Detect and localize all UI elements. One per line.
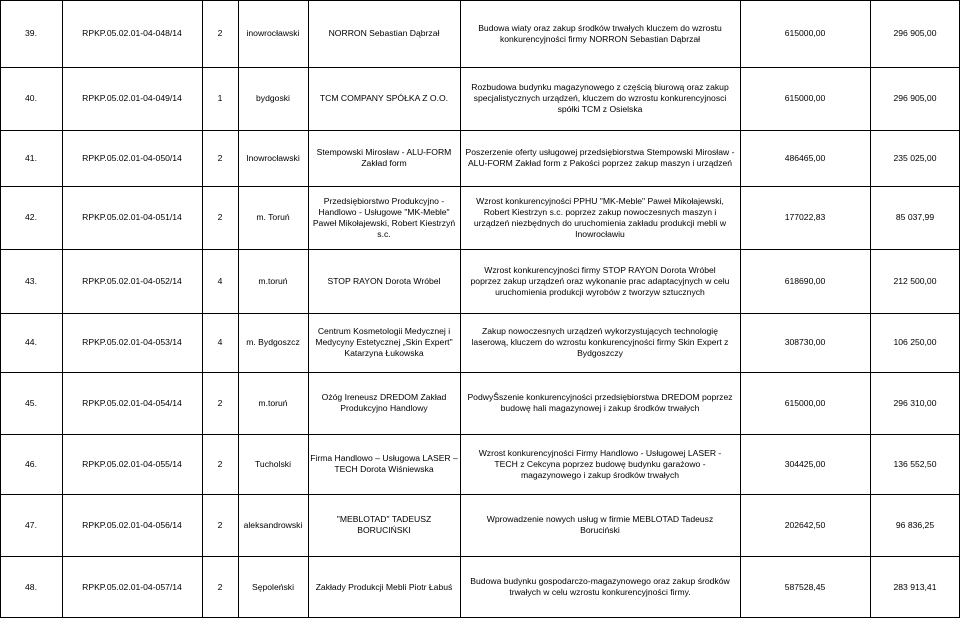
table-row: [0, 494, 960, 556]
row-funding: 296 310,00: [893, 397, 937, 408]
row-funding: 296 905,00: [893, 93, 937, 103]
row-points: 2: [217, 28, 223, 38]
row-county: Sępoleński: [251, 581, 295, 592]
row-lp: 45.: [25, 397, 37, 408]
row-lp: 40.: [25, 93, 37, 103]
row-county: Tucholski: [255, 458, 291, 469]
row-funding: 136 552,50: [893, 458, 937, 469]
row-project-title: Budowa budynku gospodarczo-magazynowego oraz zakup środków trwałych w celu wzrostu konkurencyjności firmy.: [470, 576, 730, 597]
table-row: [0, 0, 960, 67]
row-county: Inowrocławski: [246, 152, 300, 163]
row-funding: 96 836,25: [895, 519, 935, 530]
row-project-title: Wzrost konkurencyjności firmy STOP RAYON Dorota Wróbel poprzez zakup urządzeń oraz wykonanie prac adaptacyjnych w celu uruchomienia produkcji wyrobów z tworzyw sztucznych: [470, 264, 730, 297]
row-project-number: RPKP.05.02.01-04-051/14: [82, 212, 182, 222]
row-county: m. Toruń: [256, 212, 290, 222]
row-points: 2: [217, 581, 223, 592]
row-beneficiary: Centrum Kosmetologii Medycznej i Medycyny Estetycznej „Skin Expert" Katarzyna Łukowska: [315, 326, 453, 358]
row-county: inowrocławski: [246, 28, 300, 38]
row-project-number: RPKP.05.02.01-04-057/14: [82, 581, 182, 592]
row-points: 2: [217, 397, 223, 408]
row-lp: 48.: [25, 581, 37, 592]
row-county: m.toruń: [258, 275, 288, 286]
row-points: 4: [217, 275, 223, 286]
row-project-number: RPKP.05.02.01-04-053/14: [82, 337, 182, 347]
row-lp: 39.: [25, 28, 37, 38]
row-beneficiary: Firma Handlowo – Usługowa LASER – TECH Dorota Wiśniewska: [310, 453, 458, 474]
row-project-number: RPKP.05.02.01-04-050/14: [82, 152, 182, 163]
row-total-cost: 177022,83: [784, 212, 826, 222]
row-project-number: RPKP.05.02.01-04-056/14: [82, 519, 182, 530]
row-lp: 44.: [25, 337, 37, 347]
row-project-title: Wzrost konkurencyjności PPHU "MK-Meble" Paweł Mikołajewski, Robert Kiestrzyn s.c. poprzez zakup nowoczesnych maszyn i urządzeń niezbędnych do uruchomienia zakładu produkcji mebli w Inowrocławiu: [473, 195, 727, 239]
row-project-title: Wzrost konkurencyjności Firmy Handlowo - Usługowej LASER - TECH z Cekcyna poprzez budowę budynku garażowo - magazynowego i zakup środków trwałych: [478, 447, 722, 480]
row-project-number: RPKP.05.02.01-04-052/14: [82, 275, 182, 286]
row-funding: 106 250,00: [893, 337, 937, 347]
row-county: m. Bydgoszcz: [246, 337, 300, 347]
table-row: [0, 186, 960, 249]
row-total-cost: 618690,00: [784, 275, 826, 286]
row-points: 2: [217, 212, 223, 222]
table-row: [0, 372, 960, 434]
row-points: 1: [217, 93, 223, 103]
row-lp: 43.: [25, 275, 37, 286]
row-project-number: RPKP.05.02.01-04-054/14: [82, 397, 182, 408]
table-row: [0, 130, 960, 186]
table-row: [0, 249, 960, 313]
table-row: [0, 313, 960, 372]
row-total-cost: 615000,00: [784, 93, 826, 103]
row-lp: 46.: [25, 458, 37, 469]
row-total-cost: 486465,00: [784, 152, 826, 163]
row-project-title: Budowa wiaty oraz zakup środków trwałych kluczem do wzrostu konkurencyjności firmy NORRON Sebastian Dąbrzał: [478, 22, 722, 44]
table-row: [0, 556, 960, 618]
row-points: 2: [217, 458, 223, 469]
row-beneficiary: TCM COMPANY SPÓŁKA Z O.O.: [319, 93, 449, 103]
row-county: bydgoski: [256, 93, 290, 103]
row-project-number: RPKP.05.02.01-04-055/14: [82, 458, 182, 469]
row-beneficiary: "MEBLOTAD" TADEUSZ BORUCIŃSKI: [336, 514, 432, 535]
row-lp: 47.: [25, 519, 37, 530]
row-project-title: Wprowadzenie nowych usług w firmie MEBLOTAD Tadeusz Boruciński: [486, 514, 714, 535]
row-beneficiary: Zakłady Produkcji Mebli Piotr Łabuś: [315, 581, 453, 592]
row-lp: 42.: [25, 212, 37, 222]
row-points: 2: [217, 152, 223, 163]
row-total-cost: 615000,00: [784, 397, 826, 408]
row-beneficiary: STOP RAYON Dorota Wróbel: [327, 275, 441, 286]
row-project-title: Rozbudowa budynku magazynowego z częścią biurową oraz zakup specjalistycznych urządzeń, kluczem do wzrostu konkurencyjnosci spółki TCM z Osielska: [471, 82, 729, 114]
row-funding: 283 913,41: [893, 581, 937, 592]
row-funding: 212 500,00: [893, 275, 937, 286]
row-county: aleksandrowski: [243, 519, 303, 530]
row-project-title: Poszerzenie oferty usługowej przedsiębiorstwa Stempowski Mirosław - ALU-FORM Zakład form z Pakości poprzez zakup maszyn i urządzeń: [465, 147, 735, 168]
row-beneficiary: Ożóg Ireneusz DREDOM Zakład Produkcyjno Handlowy: [321, 392, 447, 413]
row-funding: 296 905,00: [893, 28, 937, 38]
row-total-cost: 587528,45: [784, 581, 826, 592]
row-funding: 235 025,00: [893, 152, 937, 163]
row-total-cost: 202642,50: [784, 519, 826, 530]
row-total-cost: 304425,00: [784, 458, 826, 469]
row-funding: 85 037,99: [895, 212, 935, 222]
row-beneficiary: Przedsiębiorstwo Produkcyjno - Handlowo - Usługowe "MK-Meble" Paweł Mikołajewski, Robert Kiestrzyń s.c.: [312, 195, 456, 239]
row-beneficiary: Stempowski Mirosław - ALU-FORM Zakład form: [316, 147, 452, 168]
row-points: 2: [217, 519, 223, 530]
row-lp: 41.: [25, 152, 37, 163]
row-project-number: RPKP.05.02.01-04-048/14: [82, 28, 182, 38]
row-project-title: PodwyŜszenie konkurencyjności przedsiębiorstwa DREDOM poprzez budowę hali magazynowej i zakup środków trwałych: [467, 392, 733, 413]
table-row: [0, 434, 960, 494]
row-county: m.toruń: [258, 397, 288, 408]
row-beneficiary: NORRON Sebastian Dąbrzał: [328, 28, 440, 38]
row-project-number: RPKP.05.02.01-04-049/14: [82, 93, 182, 103]
row-project-title: Zakup nowoczesnych urządzeń wykorzystujących technologię laserową, kluczem do wzrostu konkurencyjności firmy Skin Expert z Bydgoszczy: [471, 326, 729, 358]
row-total-cost: 308730,00: [784, 337, 826, 347]
table-row: [0, 67, 960, 130]
row-total-cost: 615000,00: [784, 28, 826, 38]
row-points: 4: [217, 337, 223, 347]
